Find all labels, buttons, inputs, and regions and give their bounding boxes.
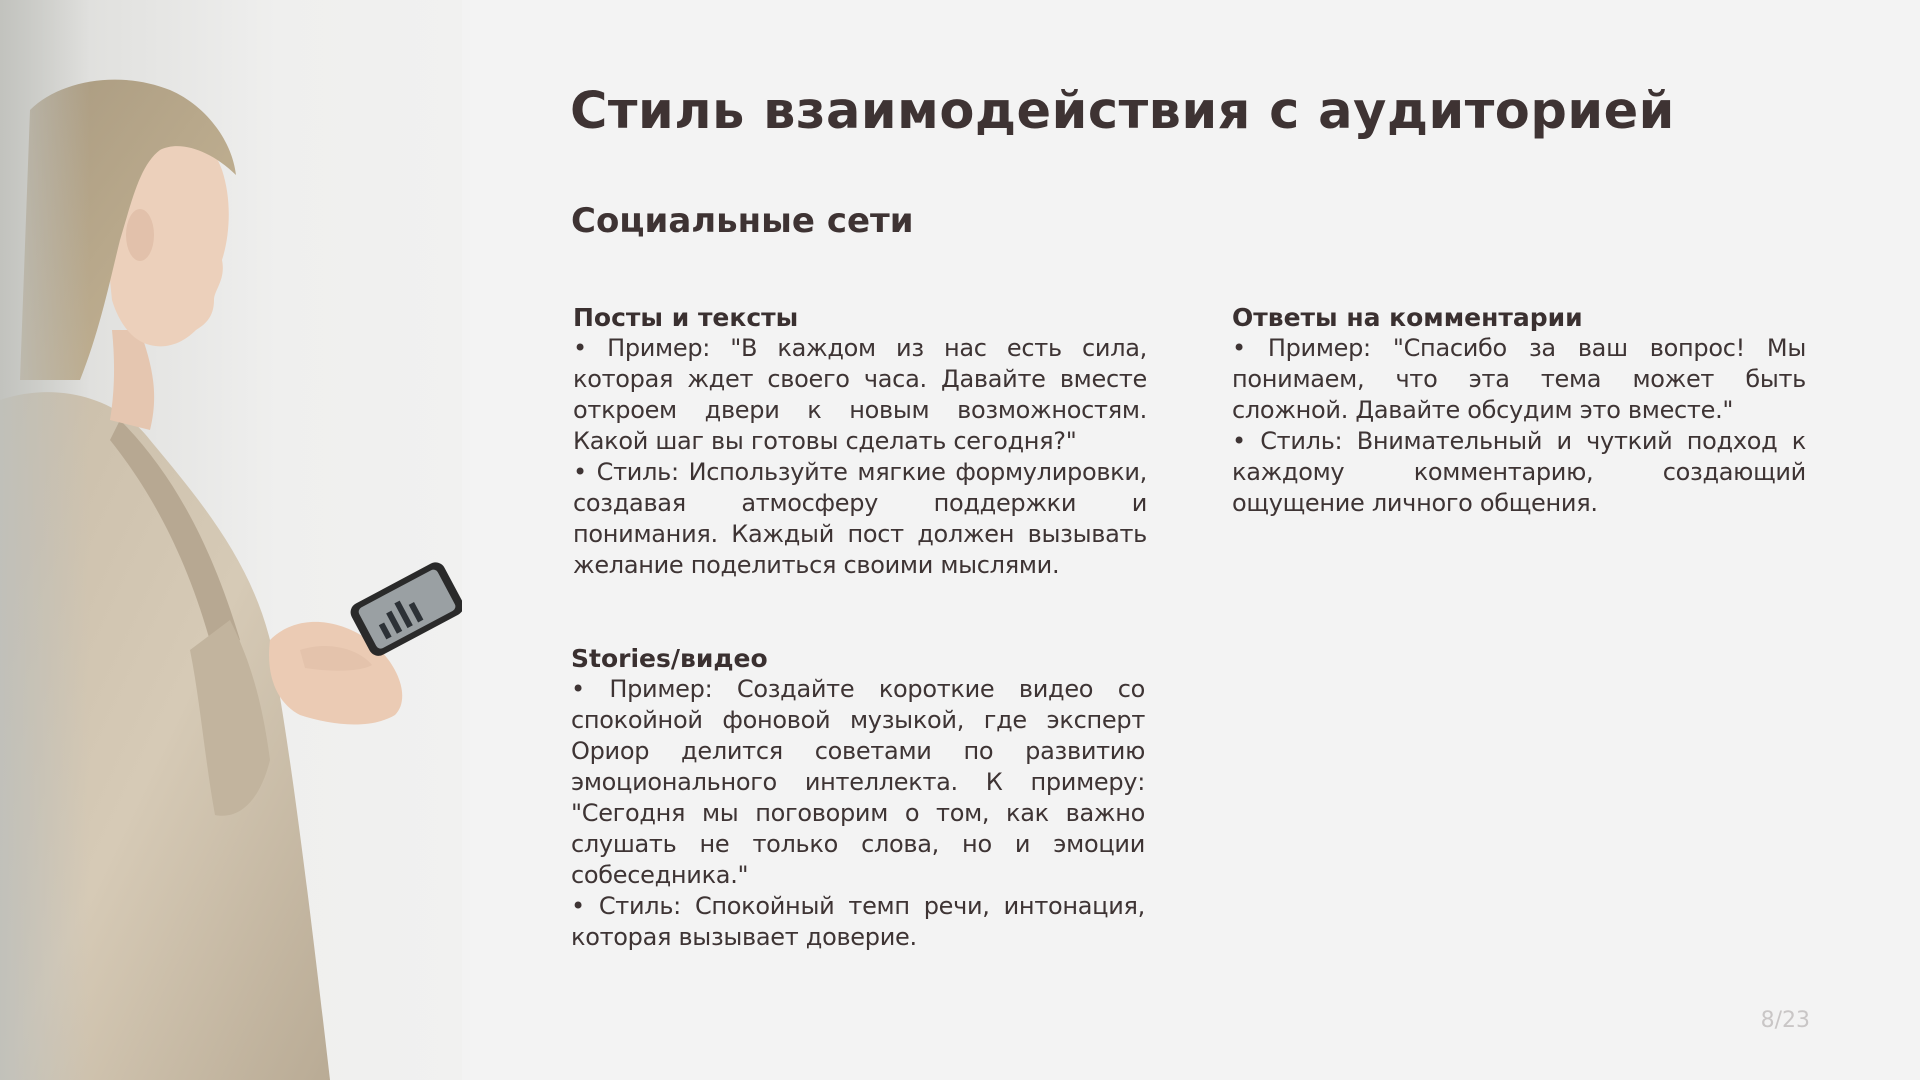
slide-title: Стиль взаимодействия с аудиторией (570, 82, 1675, 141)
comments-style: • Стиль: Внимательный и чуткий подход к каждому комментарию, создающий ощущение личного общения. (1232, 427, 1806, 517)
posts-style: • Стиль: Используйте мягкие формулировки, создавая атмосферу поддержки и понимания. Каждый пост должен вызывать желание поделиться своими мыслями. (573, 458, 1147, 579)
stories-block (571, 643, 1145, 953)
page-number: 8/23 (1760, 1008, 1810, 1033)
hero-photo (0, 0, 462, 1080)
posts-block (573, 302, 1147, 581)
stories-style: • Стиль: Спокойный темп речи, интонация, которая вызывает доверие. (571, 892, 1145, 951)
posts-heading: Посты и тексты (573, 303, 799, 332)
posts-example: • Пример: "В каждом из нас есть сила, которая ждет своего часа. Давайте вместе откроем двери к новым возможностям. Какой шаг вы готовы сделать сегодня?" (573, 334, 1147, 455)
stories-heading: Stories/видео (571, 644, 768, 673)
stories-example: • Пример: Создайте короткие видео со спокойной фоновой музыкой, где эксперт Ориор делится советами по развитию эмоционального интеллекта. К примеру: "Сегодня мы поговорим о том, как важно слушать не только слова, но и эмоции собеседника." (571, 675, 1145, 889)
comments-example: • Пример: "Спасибо за ваш вопрос! Мы понимаем, что эта тема может быть сложной. Давайте обсудим это вместе." (1232, 334, 1806, 424)
comments-heading: Ответы на комментарии (1232, 303, 1583, 332)
comments-block (1232, 302, 1806, 519)
section-title: Социальные сети (571, 201, 914, 241)
